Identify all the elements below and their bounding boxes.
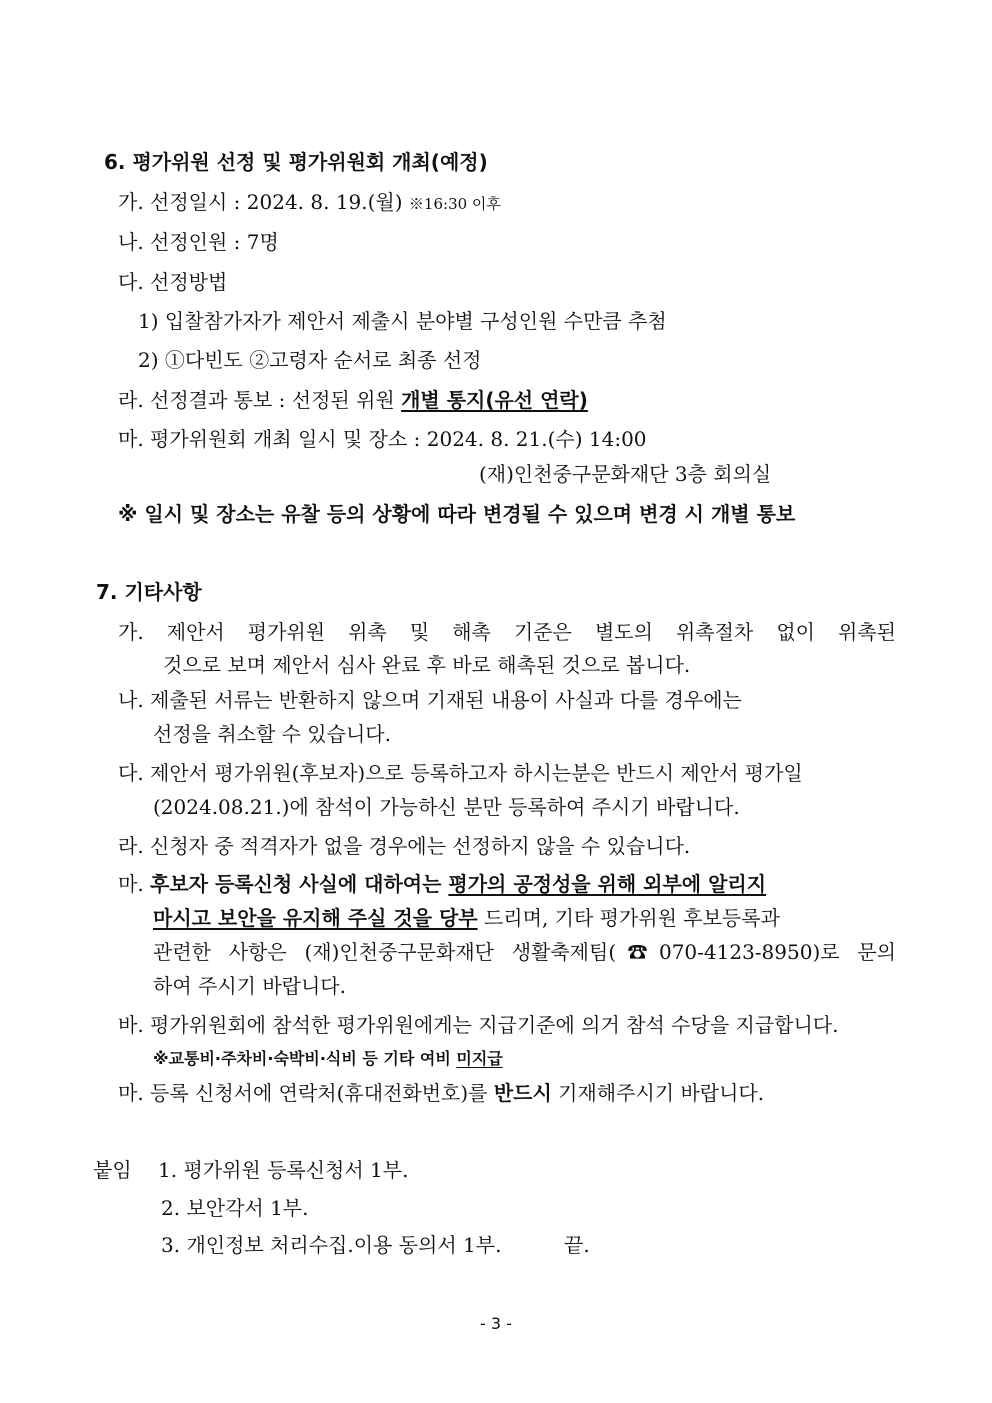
section-7-item-na-line2: 선정을 취소할 수 있습니다. bbox=[153, 722, 391, 746]
item-ma-prefix: 마. bbox=[118, 872, 151, 896]
attachment-item-2: 2. 보안각서 1부. bbox=[161, 1196, 309, 1220]
meeting-place: (재)인천중구문화재단 3층 회의실 bbox=[479, 462, 772, 486]
contact-required-emphasis: 반드시 bbox=[493, 1081, 552, 1105]
section-7-item-na-line1: 나. 제출된 서류는 반환하지 않으며 기재된 내용이 사실과 다를 경우에는 bbox=[118, 688, 742, 712]
attachment-item-1: 1. 평가위원 등록신청서 1부. bbox=[158, 1158, 409, 1182]
section-6-heading: 6. 평가위원 선정 및 평가위원회 개최(예정) bbox=[104, 150, 488, 174]
travel-expense-not-paid: 미지급 bbox=[456, 1049, 503, 1068]
section-7-item-ma-line3 bbox=[153, 938, 896, 966]
document-end-mark: 끝. bbox=[564, 1233, 590, 1257]
section-6-item-ga bbox=[118, 188, 501, 218]
selection-time-note: ※16:30 이후 bbox=[408, 195, 501, 213]
section-6-item-na: 나. 선정인원 : 7명 bbox=[118, 230, 279, 254]
section-7-item-ma-line2 bbox=[153, 904, 780, 932]
section-7-item-ga-text1: 가. 제안서 평가위원 위촉 및 해촉 기준은 별도의 위촉절차 없이 위촉된 bbox=[118, 620, 896, 644]
contact-required-prefix: 마. 등록 신청서에 연락처(휴대전화번호)를 bbox=[118, 1081, 494, 1105]
section-6-item-ra bbox=[118, 386, 588, 414]
attachments-label: 붙임 bbox=[93, 1158, 132, 1182]
section-7-item-ma2 bbox=[118, 1079, 764, 1107]
contact-required-suffix: 기재해주시기 바랍니다. bbox=[551, 1081, 765, 1105]
section-7-item-da-line1: 다. 제안서 평가위원(후보자)으로 등록하고자 하시는분은 반드시 제안서 평가일 bbox=[118, 761, 803, 785]
notification-emphasis: 개별 통지(유선 연락) bbox=[401, 388, 588, 412]
section-7-item-ra: 라. 신청자 중 적격자가 없을 경우에는 선정하지 않을 수 있습니다. bbox=[118, 834, 691, 858]
section-7-item-ma-line4: 하여 주시기 바랍니다. bbox=[153, 974, 346, 998]
selection-method-1: 1) 입찰참가자가 제안서 제출시 분야별 구성인원 수만큼 추첨 bbox=[138, 309, 667, 333]
section-7-item-ba: 바. 평가위원회에 참석한 평가위원에게는 지급기준에 의거 참석 수당을 지급합니다. bbox=[118, 1013, 839, 1037]
item-ma-bold-underline: 평가의 공정성을 위해 외부에 알리지 bbox=[448, 872, 767, 896]
item-ma-request-emphasis: 마시고 보안을 유지해 주실 것을 당부 bbox=[153, 906, 478, 930]
section-7-item-ga-line1 bbox=[118, 618, 896, 646]
schedule-change-notice: ※ 일시 및 장소는 유찰 등의 상황에 따라 변경될 수 있으며 변경 시 개별 통보 bbox=[118, 502, 796, 526]
section-7-item-ma-line1 bbox=[118, 870, 766, 898]
notification-label: 라. 선정결과 통보 : 선정된 위원 bbox=[118, 388, 402, 412]
attachment-item-3: 3. 개인정보 처리수집.이용 동의서 1부. bbox=[161, 1233, 502, 1257]
item-ma-request-rest: 드리며, 기타 평가위원 후보등록과 bbox=[477, 906, 780, 930]
travel-expense-note-text: ※교통비·주차비·숙박비·식비 등 기타 여비 bbox=[153, 1049, 457, 1068]
section-7-heading: 7. 기타사항 bbox=[96, 580, 202, 604]
selection-date-label: 가. 선정일시 : 2024. 8. 19.(월) bbox=[118, 190, 403, 214]
section-6-item-ma: 마. 평가위원회 개최 일시 및 장소 : 2024. 8. 21.(수) 14:00 bbox=[118, 427, 647, 451]
contact-info-text: 관련한 사항은 (재)인천중구문화재단 생활축제팀(☎070-4123-8950)로 문의 bbox=[153, 940, 896, 964]
page-number: - 3 - bbox=[480, 1314, 512, 1333]
selection-method-2: 2) ①다빈도 ②고령자 순서로 최종 선정 bbox=[138, 348, 482, 372]
travel-expense-note bbox=[153, 1045, 503, 1073]
section-7-item-ga-line2: 것으로 보며 제안서 심사 완료 후 바로 해촉된 것으로 봅니다. bbox=[163, 653, 691, 677]
item-ma-bold: 후보자 등록신청 사실에 대하여는 bbox=[150, 872, 449, 896]
section-6-item-da: 다. 선정방법 bbox=[118, 270, 228, 294]
section-7-item-da-line2: (2024.08.21.)에 참석이 가능하신 분만 등록하여 주시기 바랍니다. bbox=[153, 795, 740, 819]
